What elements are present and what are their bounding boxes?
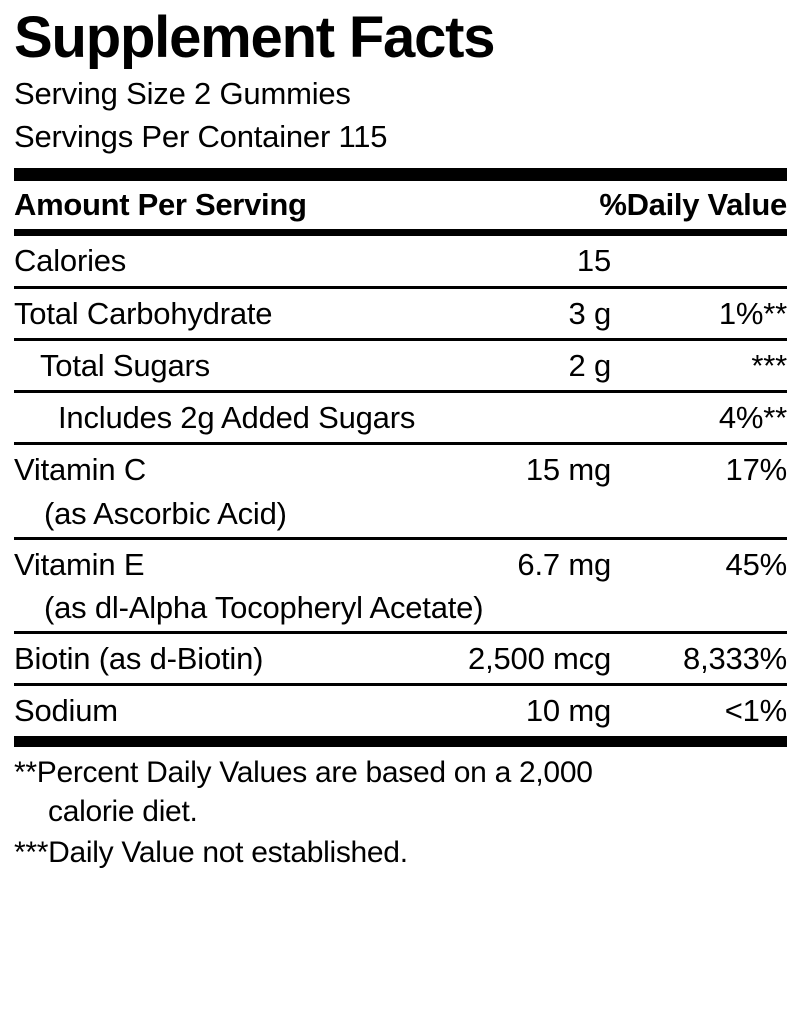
table-row [14, 341, 787, 390]
nutrient-amount: 3 g [568, 295, 611, 331]
nutrient-amount: 10 mg [525, 693, 611, 729]
nutrient-amount: 2,500 mcg [468, 641, 611, 677]
nutrient-daily-value: 4%** [718, 400, 787, 436]
nutrient-name: Total Carbohydrate [14, 295, 273, 331]
divider-thick-bottom [14, 736, 787, 747]
nutrient-name: Sodium [14, 693, 118, 729]
divider-med-header [14, 229, 787, 236]
table-row [14, 445, 787, 494]
nutrient-amount: 15 mg [525, 452, 611, 488]
amount-per-serving-header [14, 181, 787, 229]
footnote-daily-value-line2: calorie diet. [48, 794, 198, 828]
footnote-daily-value [14, 753, 787, 831]
table-row [14, 289, 787, 338]
divider-thick-top [14, 168, 787, 181]
nutrient-daily-value: 8,333% [683, 641, 787, 677]
nutrient-daily-value: 45% [725, 546, 787, 582]
nutrient-name: Biotin (as d-Biotin) [14, 641, 264, 677]
page-title: Supplement Facts [14, 5, 495, 70]
footnotes [14, 749, 787, 872]
nutrient-daily-value: <1% [724, 693, 787, 729]
nutrient-name: Vitamin E [14, 546, 145, 582]
nutrient-daily-value: *** [751, 347, 787, 383]
servings-per-container: Servings Per Container 115 [14, 118, 388, 154]
table-row [14, 393, 787, 442]
nutrient-name: Includes 2g Added Sugars [58, 400, 416, 436]
table-row [14, 634, 787, 683]
nutrient-name: Calories [14, 243, 127, 279]
table-row [14, 540, 787, 589]
serving-size: Serving Size 2 Gummies [14, 75, 351, 111]
nutrient-daily-value: 1%** [718, 295, 787, 331]
table-row [14, 236, 787, 285]
daily-value-label: %Daily Value [599, 187, 787, 223]
footnote-daily-value-line1: **Percent Daily Values are based on a 2,000 [14, 755, 593, 789]
nutrient-source: (as Ascorbic Acid) [44, 495, 287, 531]
nutrient-name: Vitamin C [14, 452, 147, 488]
nutrient-amount: 6.7 mg [517, 546, 611, 582]
nutrient-daily-value: 17% [725, 452, 787, 488]
amount-per-serving-label: Amount Per Serving [14, 187, 307, 223]
nutrient-name: Total Sugars [40, 347, 210, 383]
nutrient-amount: 2 g [568, 347, 611, 383]
nutrient-amount: 15 [576, 243, 611, 279]
footnote-not-established: ***Daily Value not established. [14, 835, 408, 869]
nutrient-source: (as dl-Alpha Tocopheryl Acetate) [44, 589, 484, 625]
table-row [14, 686, 787, 735]
